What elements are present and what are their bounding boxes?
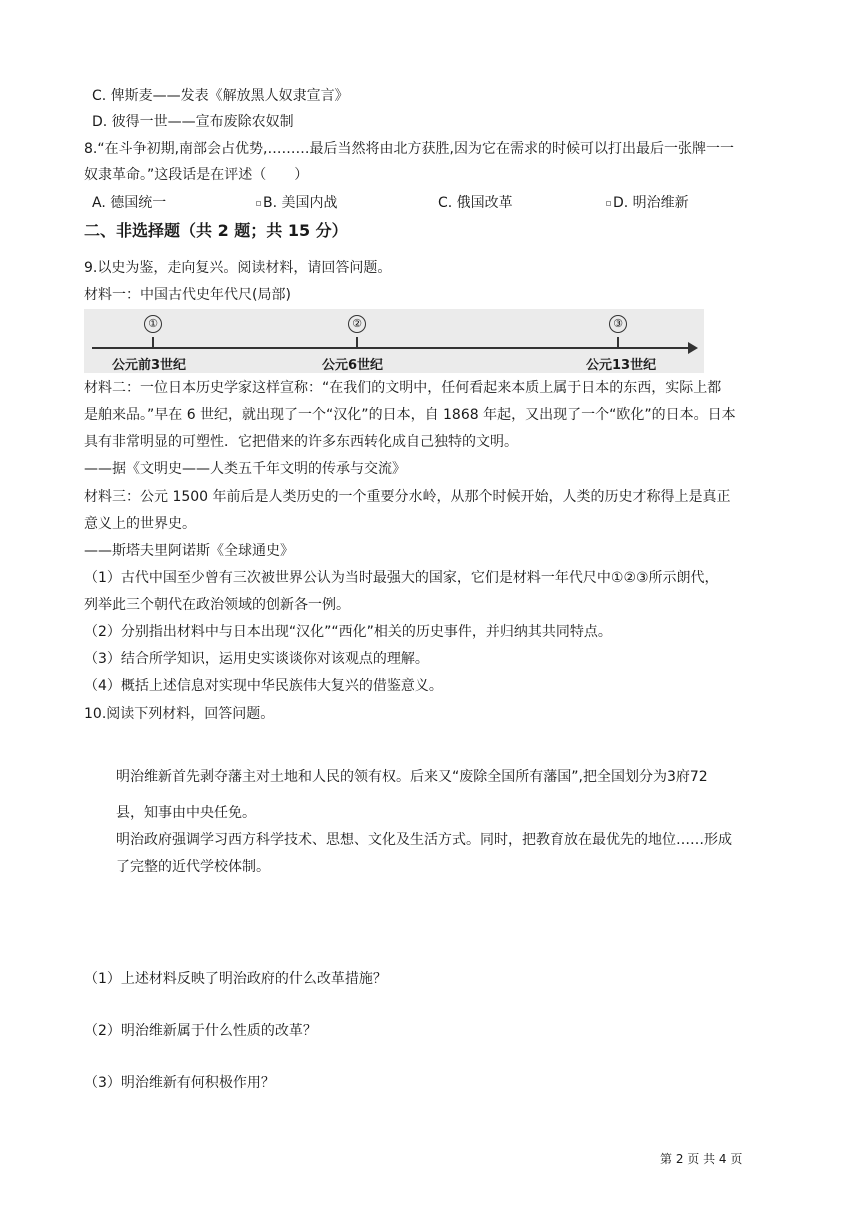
- q9-material2-line3: 具有非常明显的可塑性．它把借来的许多东西转化成自己独特的文明。: [84, 434, 518, 450]
- q10-question3: （3）明治维新有何积极作用？: [84, 1075, 275, 1091]
- timeline-mark-1: ①: [144, 315, 162, 333]
- q10-material-para2-line2: 了完整的近代学校体制。: [116, 859, 270, 875]
- page-number: 第 2 页 共 4 页: [660, 1152, 743, 1166]
- q9-material2-line2: 是舶来品。”早在 6 世纪，就出现了一个“汉化”的日本，自 1868 年起，又出现了一个“欧化”的日本。日本: [84, 407, 736, 423]
- q9-question3: （3）结合所学知识，运用史实谈谈你对该观点的理解。: [84, 651, 429, 667]
- timeline-label-3: 公元13世纪: [586, 358, 657, 373]
- timeline-mark-3: ③: [609, 315, 627, 333]
- q9-material2-line1: 材料二：一位日本历史学家这样宣称：“在我们的文明中，任何看起来本质上属于日本的东西，实际上都: [84, 380, 722, 396]
- timeline-tick: [617, 337, 619, 348]
- timeline-tick: [152, 337, 154, 348]
- timeline-label-2: 公元6世纪: [322, 358, 384, 373]
- section-heading: 二、非选择题（共 2 题；共 15 分）: [84, 221, 348, 240]
- timeline-chart: [84, 309, 704, 373]
- q7-option-d: D. 彼得一世——宣布废除农奴制: [92, 114, 294, 130]
- q9-material3-source: ——斯塔夫里阿诺斯《全球通史》: [84, 543, 294, 559]
- option-marker-icon: [256, 201, 261, 206]
- q10-question2: （2）明治维新属于什么性质的改革？: [84, 1023, 317, 1039]
- q10-material-para2-line1: 明治政府强调学习西方科学技术、思想、文化及生活方式。同时，把教育放在最优先的地位……形成: [116, 832, 732, 848]
- q8-option-a: A. 德国统一: [92, 195, 167, 211]
- q9-question1-line2: 列举此三个朝代在政治领域的创新各一例。: [84, 597, 350, 613]
- timeline-axis: [92, 347, 690, 349]
- arrow-right-icon: [688, 342, 698, 354]
- q10-material-para1-line2: 县，知事由中央任免。: [116, 805, 256, 821]
- q9-material3-line2: 意义上的世界史。: [84, 516, 196, 532]
- q8-stem-line2: 奴隶革命。”这段话是在评述（ ）: [84, 167, 309, 183]
- q8-stem-line1: 8.“在斗争初期,南部会占优势,………最后当然将由北方获胜,因为它在需求的时候可以打出最后一张牌一一: [84, 141, 734, 157]
- q8-option-b-label: B. 美国内战: [263, 195, 338, 211]
- q8-option-c: C. 俄国改革: [438, 195, 513, 211]
- timeline-label-1: 公元前3世纪: [112, 358, 187, 373]
- q10-material-para1-line1: 明治维新首先剥夺藩主对土地和人民的领有权。后来又“废除全国所有藩国”,把全国划分为3府72: [116, 769, 708, 785]
- q8-option-b: [256, 193, 338, 213]
- q8-option-d: [606, 193, 689, 213]
- q7-option-c: C. 俾斯麦——发表《解放黑人奴隶宣言》: [92, 88, 349, 104]
- q9-material1-title: 材料一：中国古代史年代尺(局部): [84, 287, 291, 303]
- q10-question1: （1）上述材料反映了明治政府的什么改革措施？: [84, 971, 387, 987]
- q9-question2: （2）分别指出材料中与日本出现“汉化”“西化”相关的历史事件，并归纳其共同特点。: [84, 624, 612, 640]
- q10-intro: 10.阅读下列材料，回答问题。: [84, 706, 275, 722]
- q9-question4: （4）概括上述信息对实现中华民族伟大复兴的借鉴意义。: [84, 678, 443, 694]
- q8-option-d-label: D. 明治维新: [613, 195, 689, 211]
- q9-material3-line1: 材料三：公元 1500 年前后是人类历史的一个重要分水岭，从那个时候开始，人类的历史才称得上是真正: [84, 489, 731, 505]
- timeline-tick: [356, 337, 358, 348]
- option-marker-icon: [606, 201, 611, 206]
- timeline-mark-2: ②: [348, 315, 366, 333]
- q9-question1-line1: （1）古代中国至少曾有三次被世界公认为当时最强大的国家，它们是材料一年代尺中①②③所示朗代，: [84, 570, 719, 586]
- q9-material2-source: ——据《文明史——人类五千年文明的传承与交流》: [84, 461, 406, 477]
- q9-intro: 9.以史为鉴，走向复兴。阅读材料，请回答问题。: [84, 260, 392, 276]
